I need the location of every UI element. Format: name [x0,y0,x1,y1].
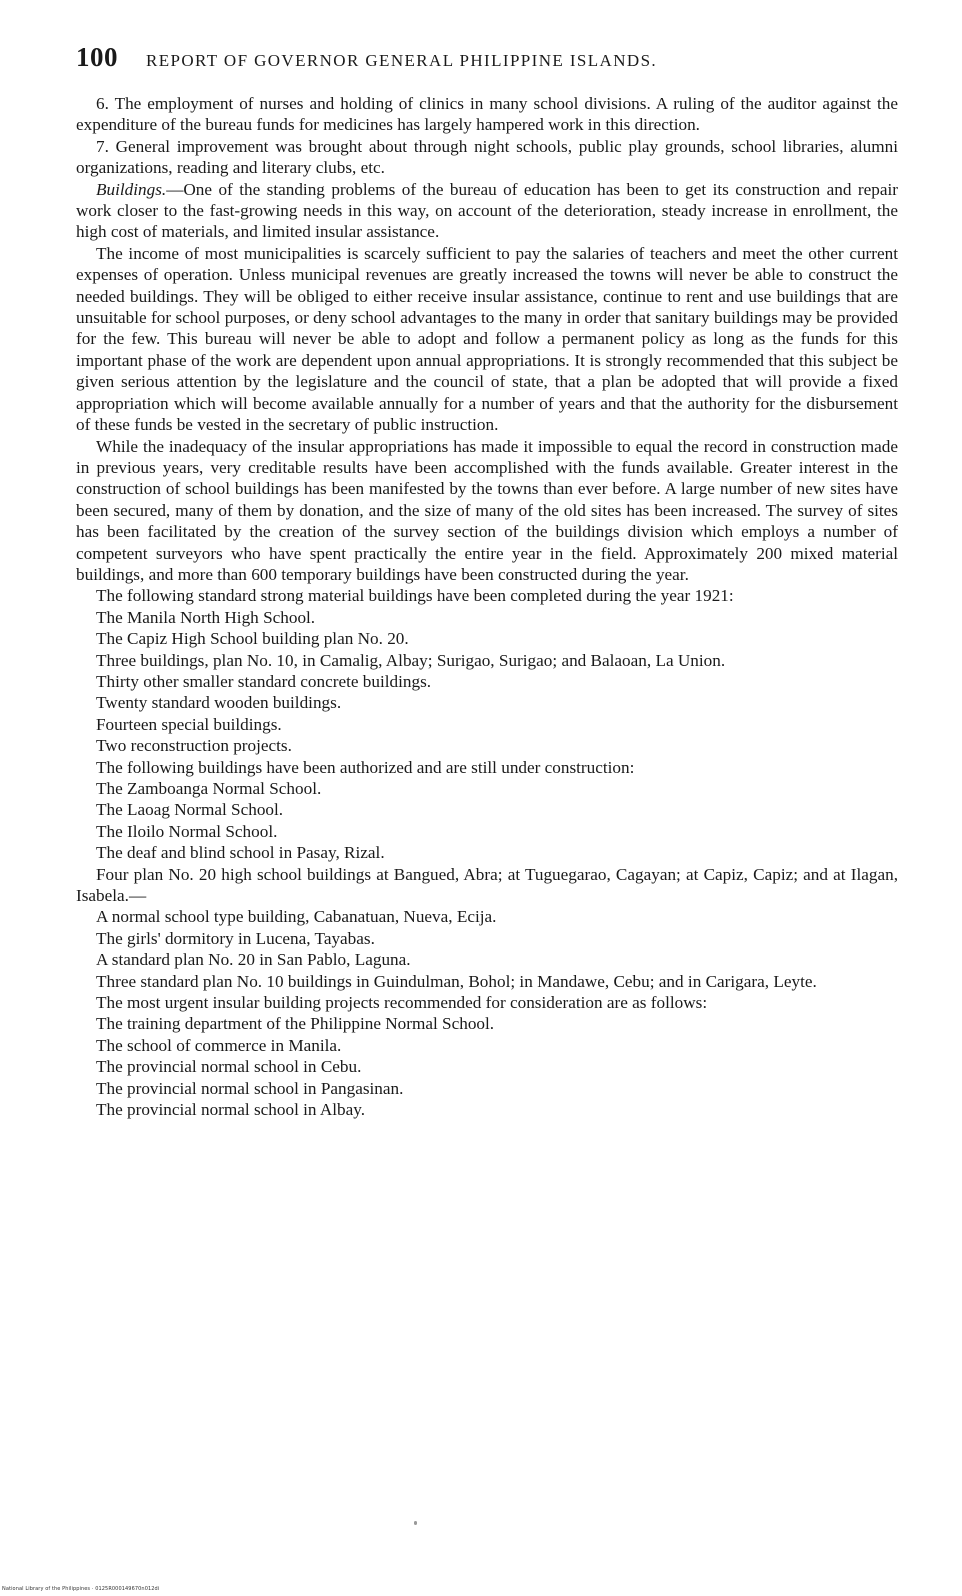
list-item: The girls' dormitory in Lucena, Tayabas. [96,928,375,948]
list-item: The training department of the Philippine Normal School. [96,1014,495,1034]
page-header [76,42,898,73]
list-item: The provincial normal school in Pangasinan. [96,1078,404,1098]
buildings-heading: Buildings. [96,179,167,199]
authorized-buildings-list [76,778,898,992]
completed-buildings-list [76,607,898,757]
paragraph-insular-appropriations: While the inadequacy of the insular appropriations has made it impossible to equal the record in construction made in previous years, very creditable results have been accomplished with the funds available. Greater interest in the construction of school buildings has been manifested by the towns than ever before. A large number of new sites have been secured, many of them by donation, and the size of many of the old sites has been increased. The survey of sites has been facilitated by the creation of the survey section of the buildings division which employs a number of competent surveyors who have spent practically the entire year in the field. Approximately 200 mixed material buildings, and more than 600 temporary buildings have been constructed during the year. [76,436,898,584]
document-page [76,42,898,1121]
list-item: The deaf and blind school in Pasay, Rizal. [96,843,385,863]
list-item: Four plan No. 20 high school buildings at Bangued, Abra; at Tuguegarao, Cagayan; at Capiz, Capiz; and at Ilagan, Isabela.— [76,864,898,906]
paragraph-nurses-clinics: 6. The employment of nurses and holding of clinics in many school divisions. A ruling of the auditor against the expenditure of the bureau funds for medicines has largely hampered work in this direction. [76,94,898,135]
buildings-text: —One of the standing problems of the bureau of education has been to get its construction and repair work closer to the fast-growing needs in this way, on account of the deterioration, steady increase in enrollment, the high cost of materials, and limited insular assistance. [76,179,898,242]
paragraph-urgent-intro: The most urgent insular building projects recommended for consideration are as follows: [96,993,708,1013]
paragraph-buildings [76,179,898,243]
list-item: The Iloilo Normal School. [96,821,278,841]
list-item: Thirty other smaller standard concrete buildings. [96,671,432,691]
scan-speck [414,1521,417,1525]
list-item: Fourteen special buildings. [96,714,282,734]
list-item: The school of commerce in Manila. [96,1035,342,1055]
paragraph-municipal-income: The income of most municipalities is scarcely sufficient to pay the salaries of teachers and meet the other current expenses of operation. Unless municipal revenues are greatly increased the towns will never be able to construct the needed buildings. They will be obliged to either receive insular assistance, continue to rent and use buildings that are unsuitable for school purposes, or deny school advantages to the many in order that sanitary buildings may be provided for the few. This bureau will never be able to adopt and follow a permanent policy as long as the funds for this important phase of the work are dependent upon annual appropriations. It is strongly recommended that this subject be given serious attention by the legislature and the council of state, that a plan be adopted that will provide a fixed appropriation which will become available annually for a number of years and that the authority for the disbursement of these funds be vested in the secretary of public instruction. [76,243,898,435]
list-item: The Laoag Normal School. [96,800,284,820]
running-head: REPORT OF GOVERNOR GENERAL PHILIPPINE ISLANDS. [146,51,658,70]
list-item: A standard plan No. 20 in San Pablo, Laguna. [96,950,411,970]
archive-footer-tag: National Library of the Philippines · 0125R000149670n012di [2,1586,160,1592]
list-item: Three standard plan No. 10 buildings in Guindulman, Bohol; in Mandawe, Cebu; and in Carigara, Leyte. [96,971,817,991]
body-text [76,93,898,1121]
list-item: A normal school type building, Cabanatuan, Nueva, Ecija. [96,907,497,927]
list-item: The Capiz High School building plan No. 20. [96,629,409,649]
list-item: The Zamboanga Normal School. [96,779,322,798]
page-number: 100 [76,42,118,72]
paragraph-general-improvement: 7. General improvement was brought about through night schools, public play grounds, school libraries, alumni organizations, reading and literary clubs, etc. [76,136,898,178]
list-item: Twenty standard wooden buildings. [96,693,342,713]
list-item: The Manila North High School. [96,607,316,627]
urgent-projects-list [76,1013,898,1120]
list-item: The provincial normal school in Cebu. [96,1057,362,1077]
list-item: Three buildings, plan No. 10, in Camalig, Albay; Surigao, Surigao; and Balaoan, La Union. [96,650,726,670]
paragraph-authorized-intro: The following buildings have been authorized and are still under construction: [96,757,635,777]
list-item: The provincial normal school in Albay. [96,1100,366,1120]
paragraph-completed-intro: The following standard strong material buildings have been completed during the year 1921: [96,586,734,606]
list-item: Two reconstruction projects. [96,736,292,756]
